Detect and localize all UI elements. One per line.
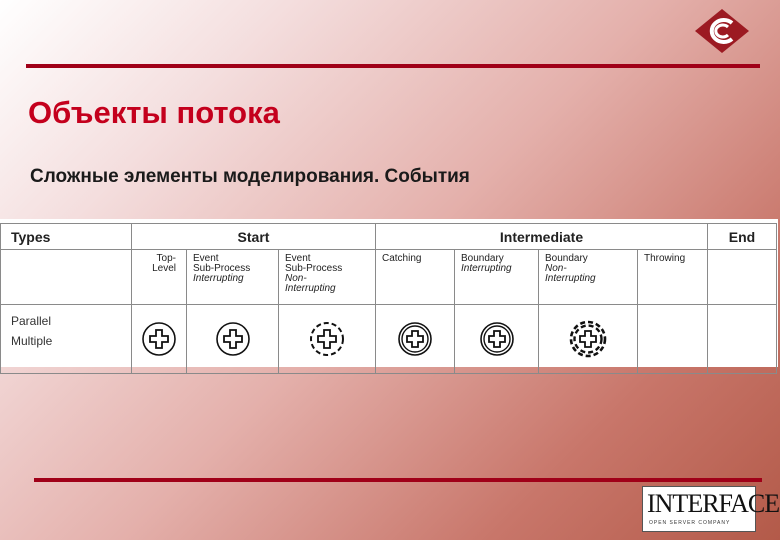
cell-throwing-empty: [638, 305, 708, 374]
slide-subtitle: Сложные элементы моделирования. События: [30, 166, 470, 187]
subheader-boundary-noninterrupting: Boundary Non- Interrupting: [539, 250, 638, 305]
logo-tagline: OPEN SERVER COMPANY: [649, 520, 731, 526]
company-emblem-icon: [694, 8, 750, 54]
parallel-multiple-subprocess-interrupting-icon: [215, 321, 251, 357]
parallel-multiple-boundary-interrupting-icon: [479, 321, 515, 357]
cell-subprocess-interrupting: [187, 305, 279, 374]
header-intermediate: Intermediate: [376, 224, 708, 250]
logo-name: INTERFACE: [647, 489, 780, 518]
bottom-divider: [34, 478, 762, 482]
subheader-end-empty: [708, 250, 777, 305]
cell-end-empty: [708, 305, 777, 374]
subheader-throwing: Throwing: [638, 250, 708, 305]
subheader-boundary-interrupting: Boundary Interrupting: [455, 250, 539, 305]
subheader-top-level: Top- Level: [132, 250, 187, 305]
cell-boundary-noninterrupting: [539, 305, 638, 374]
table-row-parallel-multiple: [1, 305, 777, 374]
table-header-row: [1, 224, 777, 250]
bpmn-event-table: [0, 223, 777, 374]
cell-boundary-interrupting: [455, 305, 539, 374]
parallel-multiple-start-icon: [141, 321, 177, 357]
cell-subprocess-noninterrupting: [279, 305, 376, 374]
top-divider: [26, 64, 760, 68]
row-label: Parallel Multiple: [1, 305, 132, 374]
company-logo: [642, 486, 780, 532]
parallel-multiple-catching-icon: [397, 321, 433, 357]
cell-catching: [376, 305, 455, 374]
subheader-event-subprocess-noninterrupting: Event Sub-Process Non- Interrupting: [279, 250, 376, 305]
subheader-event-subprocess-interrupting: Event Sub-Process Interrupting: [187, 250, 279, 305]
table-subheader-row: [1, 250, 777, 305]
parallel-multiple-subprocess-noninterrupting-icon: [309, 321, 345, 357]
slide-title: Объекты потока: [28, 95, 280, 130]
subheader-catching: Catching: [376, 250, 455, 305]
header-types: Types: [1, 224, 132, 250]
cell-top-level: [132, 305, 187, 374]
header-start: Start: [132, 224, 376, 250]
bpmn-event-table-panel: [0, 219, 778, 367]
header-end: End: [708, 224, 777, 250]
parallel-multiple-boundary-noninterrupting-icon: [569, 320, 607, 358]
subheader-empty: [1, 250, 132, 305]
